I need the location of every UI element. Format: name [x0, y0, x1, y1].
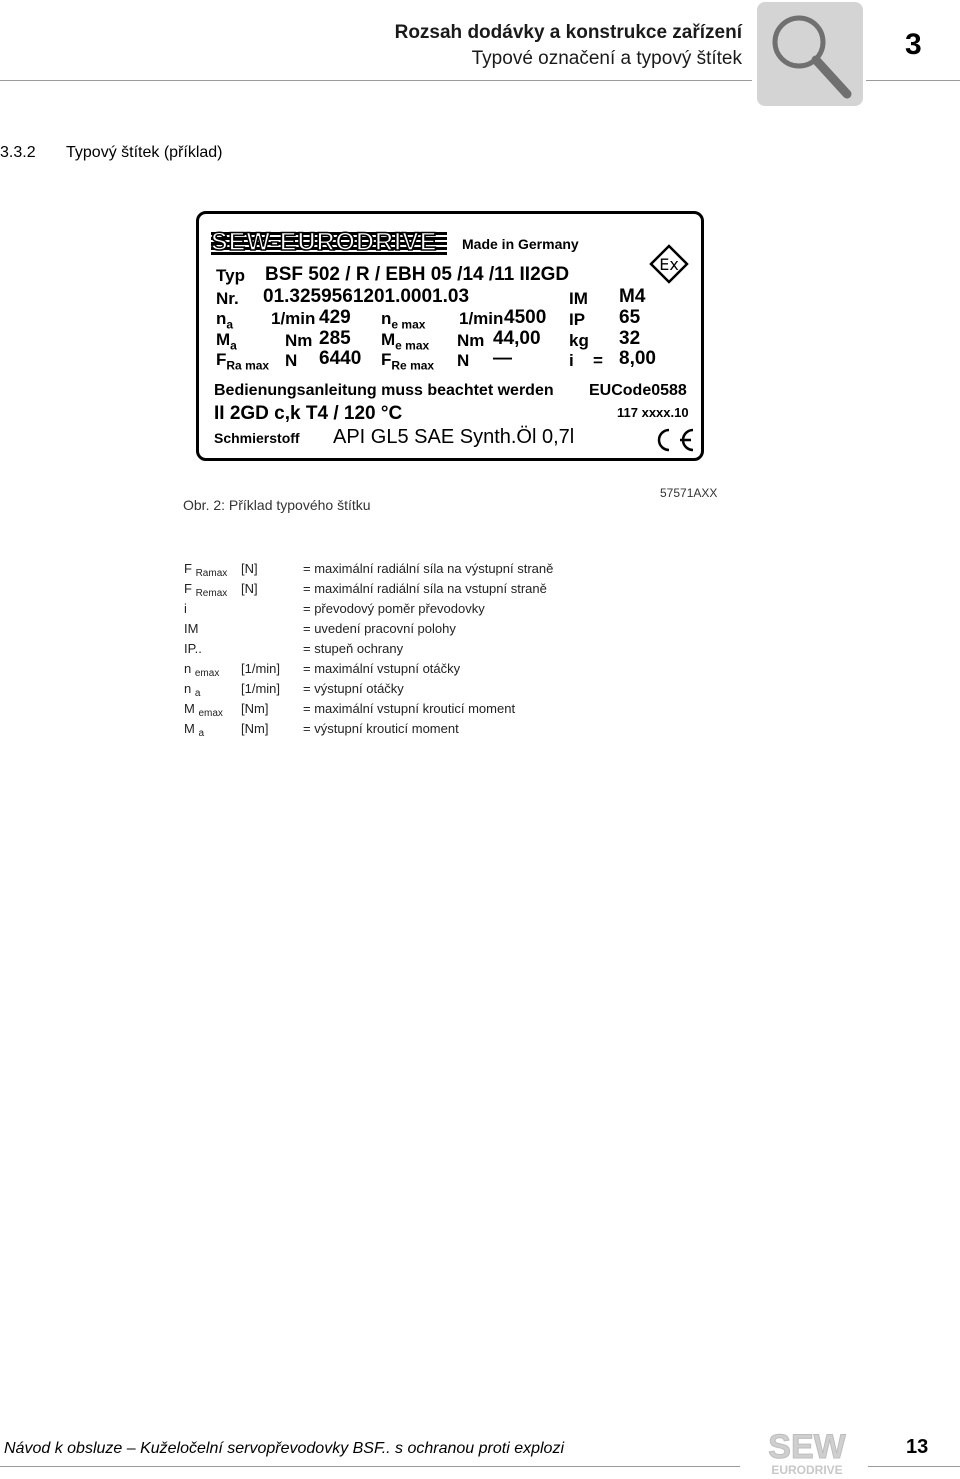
legend-unit: [1/min] — [241, 661, 281, 676]
fra-value: 6440 — [319, 348, 362, 369]
kg-label: kg — [569, 331, 589, 350]
svg-text:SEW: SEW — [768, 1428, 846, 1466]
ip-value: 65 — [619, 307, 641, 328]
legend-unit: [N] — [241, 561, 258, 576]
header-divider-right — [866, 80, 960, 81]
legend-symbol: IP.. — [184, 641, 202, 656]
legend-symbol: n $_{emax}$ — [184, 661, 220, 679]
fra-unit: N — [285, 351, 298, 370]
typ-label: Typ — [216, 266, 245, 285]
legend-description: = maximální radiální síla na výstupní straně — [303, 561, 554, 576]
i-label: i — [569, 351, 574, 370]
fre-unit: N — [457, 351, 470, 370]
figure-caption: Obr. 2: Příklad typového štítku — [183, 497, 371, 513]
legend-symbol: M $_{emax}$ — [184, 701, 223, 719]
legend-description: = maximální vstupní otáčky — [303, 661, 461, 676]
atex-marking: II 2GD c,k T4 / 120 °C — [214, 403, 403, 424]
magnifier-icon-box — [757, 2, 863, 106]
legend-unit: [1/min] — [241, 681, 281, 696]
legend-symbol: F $_{Ramax}$ — [184, 561, 228, 579]
legend-unit: [Nm] — [241, 721, 269, 736]
i-value: 8,00 — [619, 348, 656, 369]
legend-description: = výstupní otáčky — [303, 681, 404, 696]
ma-symbol: $M_a$ — [216, 330, 237, 353]
na-value: 429 — [319, 307, 351, 328]
magnifier-icon — [757, 2, 863, 106]
legend-description: = maximální radiální síla na vstupní straně — [303, 581, 547, 596]
section-number: 3.3.2 — [0, 144, 36, 161]
footer-document-title: Návod k obsluze – Kuželočelní servopřevodovky BSF.. s ochranou proti explozi — [4, 1440, 565, 1457]
made-in-label: Made in Germany — [462, 236, 579, 252]
kg-value: 32 — [619, 328, 641, 349]
header-subtitle: Typové označení a typový štítek — [471, 48, 742, 69]
ex-mark-icon — [649, 244, 689, 284]
ma-unit: Nm — [285, 331, 313, 350]
page-number: 13 — [906, 1436, 929, 1458]
header-divider — [0, 80, 752, 81]
legend-symbol: F $_{Remax}$ — [184, 581, 228, 599]
nameplate — [196, 211, 704, 461]
footer-divider-right — [868, 1466, 960, 1467]
legend-description: = uvedení pracovní polohy — [303, 621, 456, 636]
eucode: EUCode0588 — [589, 382, 687, 399]
typ-value: BSF 502 / R / EBH 05 /14 /11 II2GD — [265, 264, 570, 285]
me-symbol: $M_{e max}$ — [381, 330, 430, 353]
lubricant-label: Schmierstoff — [214, 430, 300, 446]
legend-symbol: i — [184, 601, 187, 616]
footer-divider — [0, 1466, 740, 1467]
fre-value: — — [493, 348, 512, 369]
legend-symbol: M $_a$ — [184, 721, 205, 739]
lubricant-value: API GL5 SAE Synth.Öl 0,7l — [333, 426, 575, 448]
chapter-number: 3 — [905, 28, 922, 61]
ma-value: 285 — [319, 328, 351, 349]
legend-description: = stupeň ochrany — [303, 641, 404, 656]
legend-description: = převodový poměr převodovky — [303, 601, 485, 616]
figure-code: 57571AXX — [660, 486, 718, 500]
nr-value: 01.3259561201.0001.03 — [263, 286, 470, 307]
i-equals: = — [593, 351, 603, 370]
manual-note: Bedienungsanleitung muss beachtet werden — [214, 382, 554, 399]
legend-description: = výstupní krouticí moment — [303, 721, 459, 736]
brand-logo: SEW-EURODRIVE — [211, 228, 438, 256]
nr-label: Nr. — [216, 289, 239, 308]
ne-value: 4500 — [504, 307, 547, 328]
sew-eurodrive-logo — [748, 1428, 866, 1478]
ne-unit: 1/min — [459, 309, 504, 328]
legend-symbol: n $_a$ — [184, 681, 201, 699]
header-title: Rozsah dodávky a konstrukce zařízení — [394, 22, 742, 43]
legend-symbol: IM — [184, 621, 199, 636]
svg-text:EURODRIVE: EURODRIVE — [771, 1463, 843, 1477]
section-heading — [0, 144, 223, 162]
im-label: IM — [569, 289, 588, 308]
fra-symbol: $F_{Ra max}$ — [216, 350, 270, 373]
ne-symbol: $n_{e max}$ — [381, 309, 426, 332]
legend-description: = maximální vstupní krouticí moment — [303, 701, 516, 716]
na-symbol: $n_a$ — [216, 309, 234, 332]
legend-unit: [Nm] — [241, 701, 269, 716]
svg-text:Ex: Ex — [659, 255, 679, 274]
im-value: M4 — [619, 286, 646, 307]
legend-unit: [N] — [241, 581, 258, 596]
ce-mark-icon — [649, 426, 699, 454]
serial-number: 117 xxxx.10 — [617, 405, 689, 420]
ip-label: IP — [569, 310, 586, 329]
fre-symbol: $F_{Re max}$ — [381, 350, 435, 373]
me-value: 44,00 — [493, 328, 541, 349]
na-unit: 1/min — [271, 309, 316, 328]
section-title: Typový štítek (příklad) — [66, 144, 223, 161]
me-unit: Nm — [457, 331, 485, 350]
